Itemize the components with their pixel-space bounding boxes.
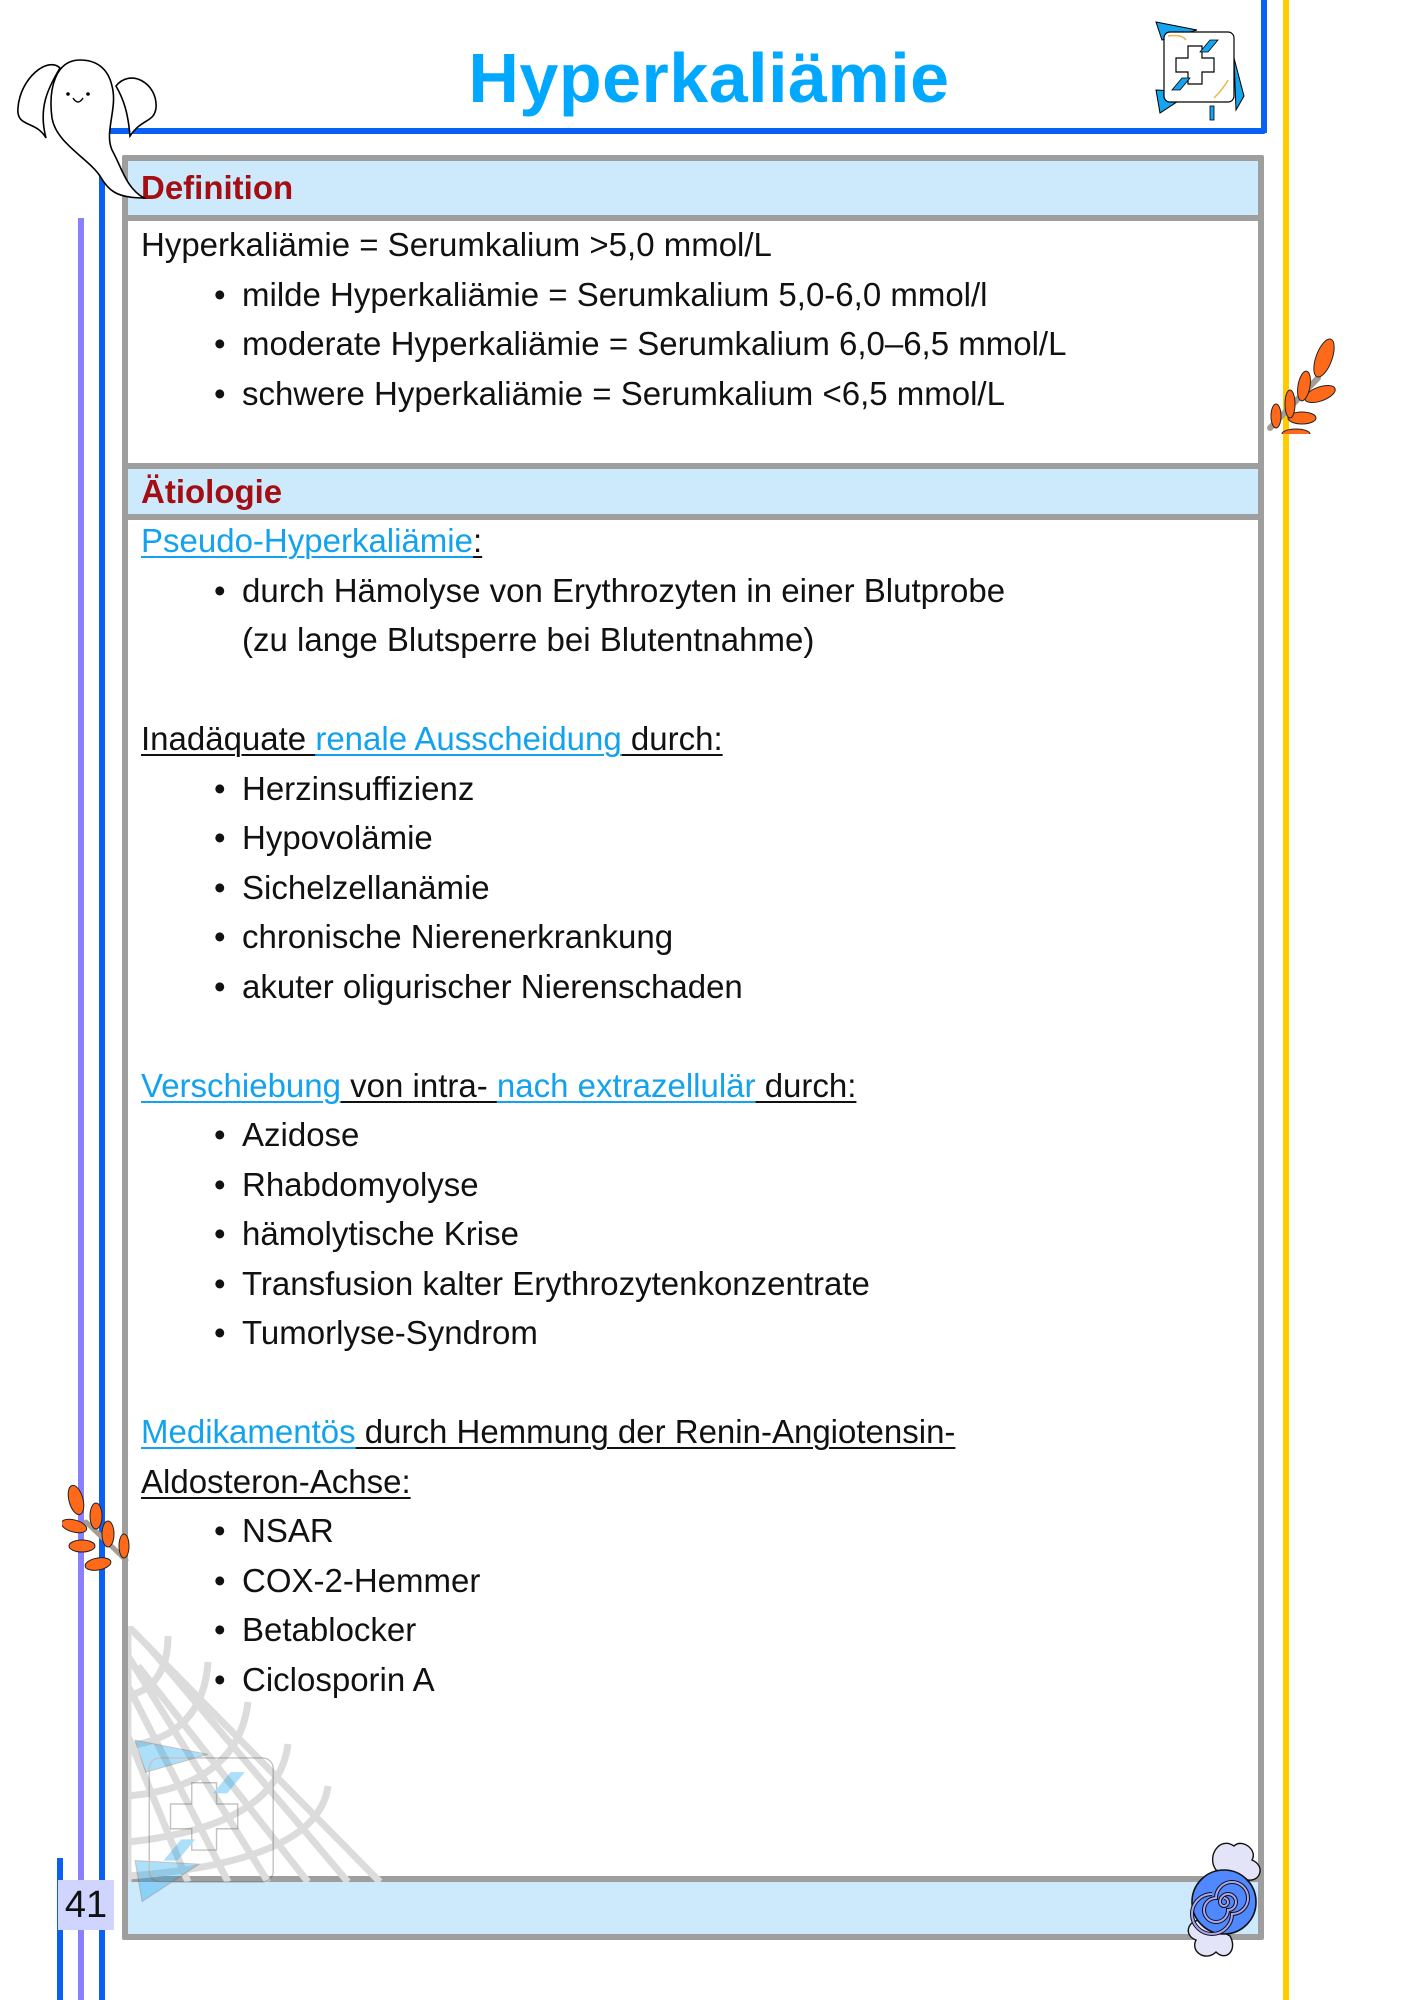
orange-leaf-branch-icon [1262,334,1342,434]
frame-line-blue-top [104,128,1267,134]
frame-line-purple-left [78,218,84,2000]
list-item: • Ciclosporin A [141,1655,1241,1705]
frame-line-blue-left [99,128,105,2000]
list-item: • Hypovolämie [141,813,1241,863]
renale-ausscheidung-link[interactable]: renale Ausscheidung [315,720,622,757]
nach-extrazellulaer-link[interactable]: nach extrazellulär [496,1066,756,1104]
list-item: • Rhabdomyolyse [141,1160,1241,1210]
list-item: • schwere Hyperkaliämie = Serumkalium <6,5 mmol/L [141,369,1241,419]
definition-main: Hyperkaliämie = Serumkalium >5,0 mmol/L [141,226,772,263]
list-item: • Herzinsuffizienz [141,764,1241,814]
heading-suffix: durch: [755,1066,857,1104]
shift-heading [141,1061,1241,1111]
aetiologie-content [141,516,1241,1704]
medikamentoes-link[interactable]: Medikamentös [141,1413,356,1450]
list-item: • Azidose [141,1110,1241,1160]
heading-line2: Aldosteron-Achse: [141,1462,411,1500]
list-item: • durch Hämolyse von Erythrozyten in einer Blutprobe [141,566,1241,616]
list-item-continuation: (zu lange Blutsperre bei Blutentnahme) [242,621,815,658]
section-header-aetiologie: Ätiologie [128,469,1258,514]
list-item: • Transfusion kalter Erythrozytenkonzentrate [141,1259,1241,1309]
heading-middle: von intra- [340,1066,497,1104]
list-item: • COX-2-Hemmer [141,1556,1241,1606]
pseudo-heading [141,516,1241,566]
list-item: • NSAR [141,1506,1241,1556]
section-header-definition: Definition [128,161,1258,215]
ghost-icon [8,28,158,208]
drugs-heading [141,1407,1241,1457]
list-item: • hämolytische Krise [141,1209,1241,1259]
list-item: • Tumorlyse-Syndrom [141,1308,1241,1358]
candy-icon [1176,1836,1272,1962]
pseudo-hyperkaliaemie-link[interactable]: Pseudo-Hyperkaliämie [141,522,473,559]
orange-leaf-branch-icon [62,1484,132,1574]
page-number: 41 [58,1880,114,1930]
definition-content [141,220,1241,418]
page-title: Hyperkaliämie [468,39,950,117]
verschiebung-link[interactable]: Verschiebung [141,1066,341,1104]
medical-cross-watermark-icon [128,1732,298,1922]
renal-heading [141,714,1241,764]
heading-suffix: : [472,522,483,559]
list-item: • chronische Nierenerkrankung [141,912,1241,962]
list-item: • Betablocker [141,1605,1241,1655]
frame-line-yellow [1283,0,1289,2000]
list-item: • moderate Hyperkaliämie = Serumkalium 6,0–6,5 mmol/L [141,319,1241,369]
list-item: • Sichelzellanämie [141,863,1241,913]
heading-prefix: Inadäquate [141,720,316,757]
list-item: • akuter oligurischer Nierenschaden [141,962,1241,1012]
list-item: • milde Hyperkaliämie = Serumkalium 5,0-6,0 mmol/l [141,270,1241,320]
heading-suffix: durch Hemmung der Renin-Angiotensin- [355,1413,956,1450]
heading-suffix: durch: [621,720,723,757]
drugs-heading-line2 [141,1457,1241,1507]
medical-cross-badge-icon [1152,18,1248,124]
